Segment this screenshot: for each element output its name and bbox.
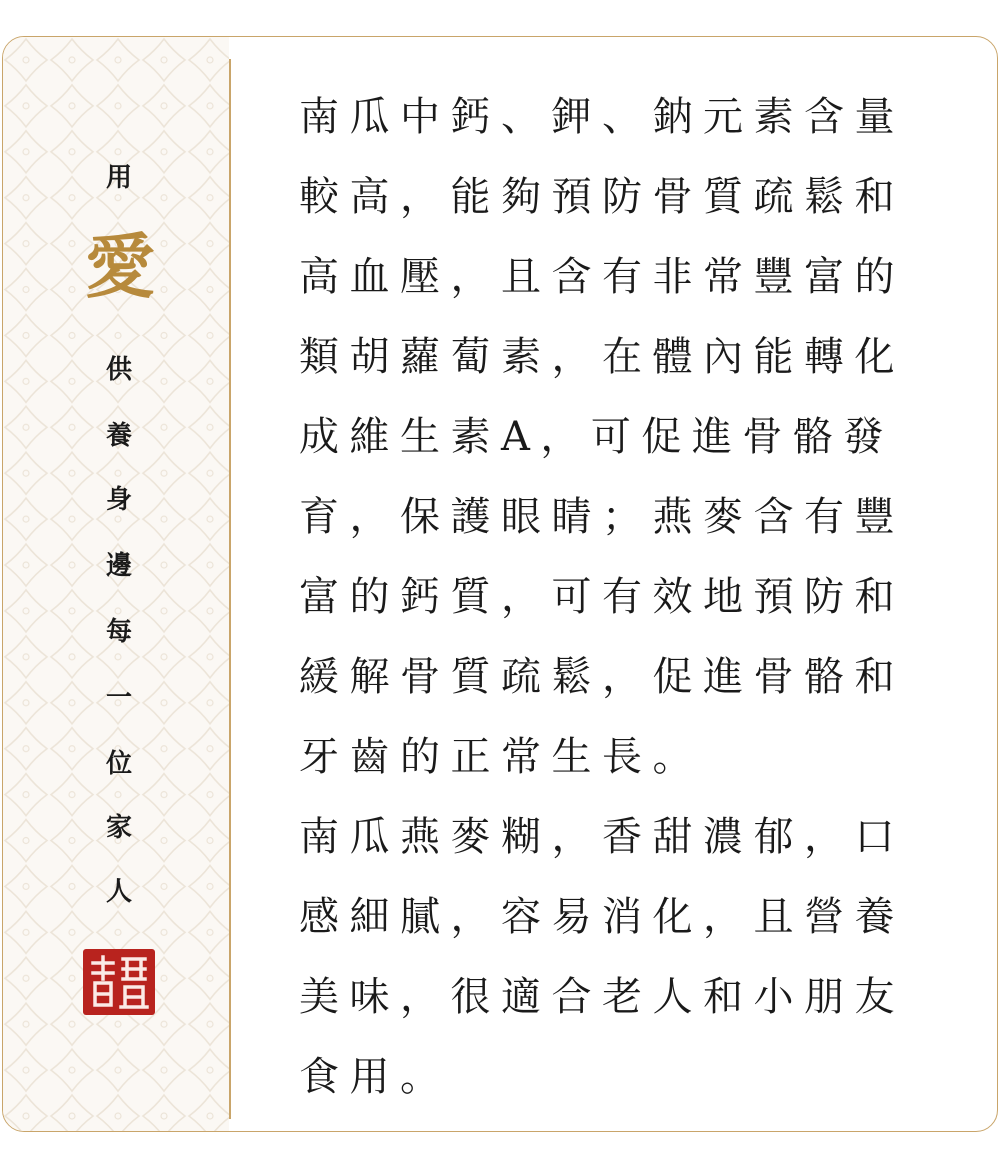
- paragraph: 南瓜燕麥糊，香甜濃郁，口感細膩，容易消化，且營養美味，很適合老人和小朋友食用。: [299, 814, 905, 1100]
- slogan-char: 養: [105, 421, 132, 451]
- slogan-char: 邊: [105, 551, 132, 581]
- slogan-char: 位: [105, 749, 132, 779]
- red-seal-stamp-icon: [83, 949, 155, 1015]
- slogan-char: 一: [105, 683, 132, 713]
- slogan-char: 供: [105, 355, 132, 385]
- side-panel: [3, 37, 229, 1131]
- slogan-char: 人: [105, 877, 132, 907]
- slogan-char: 身: [105, 485, 132, 515]
- slogan-char-highlight: 愛: [85, 225, 155, 308]
- article-body: [299, 77, 939, 1117]
- content-card: [2, 36, 998, 1132]
- divider-line: [229, 59, 231, 1119]
- slogan-char: 用: [105, 163, 132, 193]
- paragraph: 南瓜中鈣、鉀、鈉元素含量較高，能夠預防骨質疏鬆和高血壓，且含有非常豐富的類胡蘿蔔素，在體內能轉化成維生素A，可促進骨骼發育，保護眼睛；燕麥含有豐富的鈣質，可有效地預防和緩解骨質疏鬆，促進骨骼和牙齒的正常生長。: [299, 94, 905, 780]
- slogan-char: 每: [105, 617, 132, 647]
- slogan-char: 家: [105, 813, 132, 843]
